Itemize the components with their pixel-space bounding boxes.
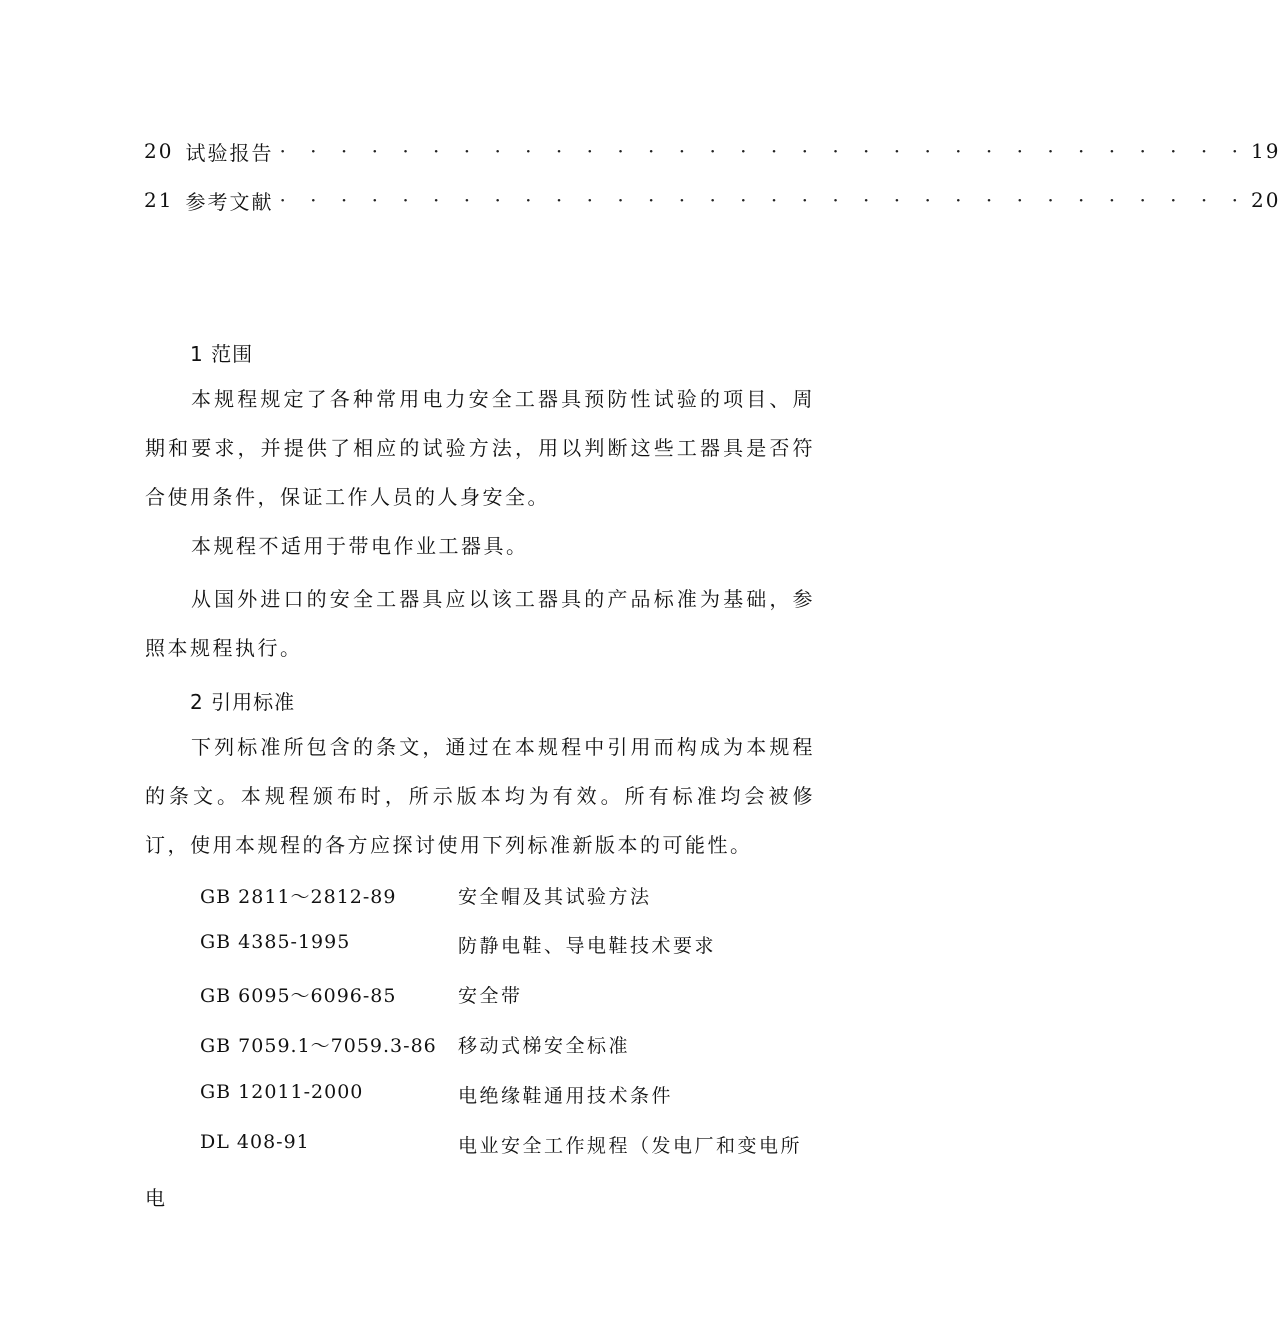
body-paragraph: 本规程规定了各种常用电力安全工器具预防性试验的项目、周期和要求，并提供了相应的试验方法，用以判断这些工器具是否符合使用条件，保证工作人员的人身安全。 xyxy=(145,387,815,509)
reference-title: 移动式梯安全标准 xyxy=(458,1035,631,1057)
toc-leader-dots: · · · · · · · · · · · · · · · · · · · · · · · · · · · · · · · · xyxy=(279,188,1247,212)
reference-row xyxy=(200,882,820,914)
reference-code: GB 6095～6096-85 xyxy=(200,985,397,1007)
reference-code: GB 2811～2812-89 xyxy=(200,886,397,908)
toc-leader-dots: · · · · · · · · · · · · · · · · · · · · · · · · · · · · · · · · xyxy=(279,139,1247,163)
body-paragraph: 下列标准所包含的条文，通过在本规程中引用而构成为本规程的条文。本规程颁布时，所示版本均为有效。所有标准均会被修订，使用本规程的各方应探讨使用下列标准新版本的可能性。 xyxy=(145,735,815,857)
reference-row xyxy=(200,1131,820,1163)
reference-code: GB 12011-2000 xyxy=(200,1081,364,1103)
body-paragraph: 本规程不适用于带电作业工器具。 xyxy=(191,534,529,558)
toc-number: 21 xyxy=(144,188,174,212)
toc-entry xyxy=(144,184,1280,216)
reference-code: GB 4385-1995 xyxy=(200,931,351,953)
toc-entry xyxy=(144,135,1280,167)
toc-title: 试验报告 xyxy=(185,140,274,165)
continuation-text: 电 xyxy=(145,1186,165,1210)
reference-row xyxy=(200,981,820,1013)
toc-number: 20 xyxy=(144,139,174,163)
reference-title: 安全带 xyxy=(458,985,523,1007)
reference-row xyxy=(200,931,820,963)
reference-title: 安全帽及其试验方法 xyxy=(458,886,652,908)
section-heading-references: 2 引用标准 xyxy=(190,690,296,714)
reference-title: 防静电鞋、导电鞋技术要求 xyxy=(458,935,717,957)
reference-row xyxy=(200,1031,820,1063)
toc-title: 参考文献 xyxy=(185,189,274,214)
toc-page-number: 19 xyxy=(1250,139,1280,163)
reference-title: 电绝缘鞋通用技术条件 xyxy=(458,1085,674,1107)
toc-page-number: 20 xyxy=(1250,188,1280,212)
reference-title: 电业安全工作规程（发电厂和变电所 xyxy=(458,1135,803,1157)
reference-row xyxy=(200,1081,820,1113)
body-paragraph: 从国外进口的安全工器具应以该工器具的产品标准为基础，参照本规程执行。 xyxy=(145,587,815,660)
section-heading-scope: 1 范围 xyxy=(190,342,254,366)
reference-code: GB 7059.1～7059.3-86 xyxy=(200,1035,437,1057)
reference-code: DL 408-91 xyxy=(200,1131,310,1153)
